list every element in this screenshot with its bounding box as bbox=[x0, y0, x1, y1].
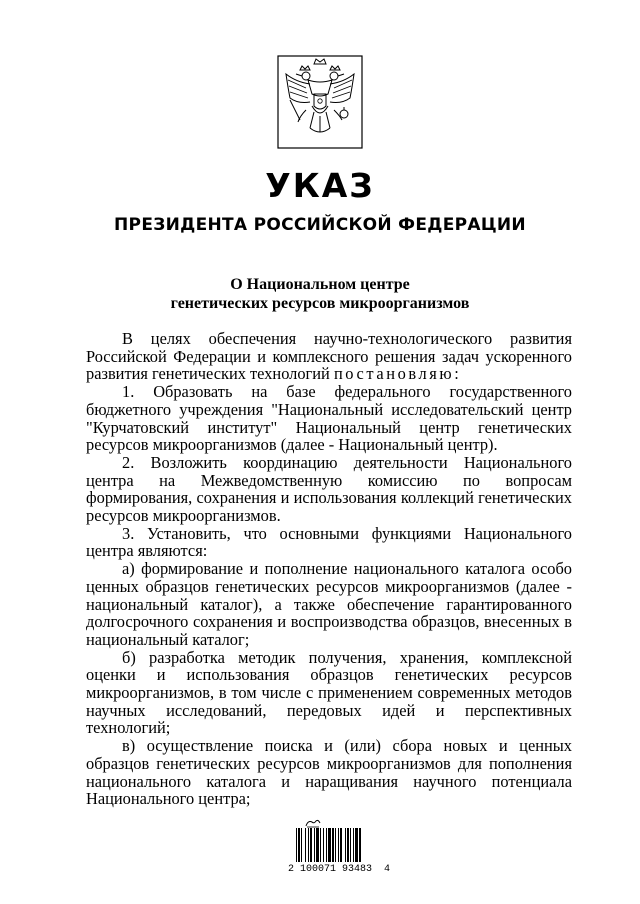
document-type-heading: УКАЗ bbox=[265, 166, 375, 205]
preamble-paragraph bbox=[86, 330, 572, 383]
clause-2: 2. Возложить координацию деятельности Национального центра на Межведомственную комиссию по вопросам формирования, сохранения и использования коллекций генетических ресурсов микроорганизмов. bbox=[86, 452, 572, 526]
clause-3c: в) осуществление поиска и (или) сбора новых и ценных образцов генетических ресурсов микроорганизмов для пополнения национального каталога и наращивания научного потенциала Национального центра; bbox=[86, 736, 572, 809]
clause-3a: а) формирование и пополнение национального каталога особо ценных образцов генетических ресурсов микроорганизмов (далее - национальный каталог), а также обеспечение гарантированного долгосрочного сохранения и воспроизводства образцов, внесенных в национальный каталог; bbox=[86, 559, 572, 649]
document-title-line-1: О Национальном центре bbox=[230, 276, 410, 293]
barcode-block bbox=[288, 818, 391, 882]
preamble-text: В целях обеспечения научно-технологического развития Российской Федерации и комплексного решения задач ускоренного развития генетических технологий bbox=[86, 329, 572, 384]
barcode-number: 2 100071 93483 4 bbox=[288, 864, 391, 875]
decree-word: постановляю: bbox=[333, 364, 462, 384]
document-title-line-2: генетических ресурсов микроорганизмов bbox=[170, 295, 470, 312]
coat-of-arms-icon bbox=[276, 54, 364, 150]
document-title bbox=[0, 275, 640, 313]
issuer-heading: ПРЕЗИДЕНТА РОССИЙСКОЙ ФЕДЕРАЦИИ bbox=[114, 215, 526, 235]
clause-3: 3. Установить, что основными функциями Национального центра являются: bbox=[86, 523, 572, 561]
clause-3b: б) разработка методик получения, хранения, комплексной оценки и использования образцов генетических ресурсов микроорганизмов, в том числе с применением современных методов научных исследований, передовых идей и перспективных технологий; bbox=[86, 647, 572, 738]
barcode-icon bbox=[296, 828, 380, 862]
clause-1: 1. Образовать на базе федерального государственного бюджетного учреждения "Национальный исследовательский центр "Курчатовский институт" Национальный центр генетических ресурсов микроорганизмов (далее - Национальный центр). bbox=[86, 382, 572, 455]
printer-mark-icon bbox=[304, 818, 322, 828]
document-body bbox=[86, 330, 572, 808]
